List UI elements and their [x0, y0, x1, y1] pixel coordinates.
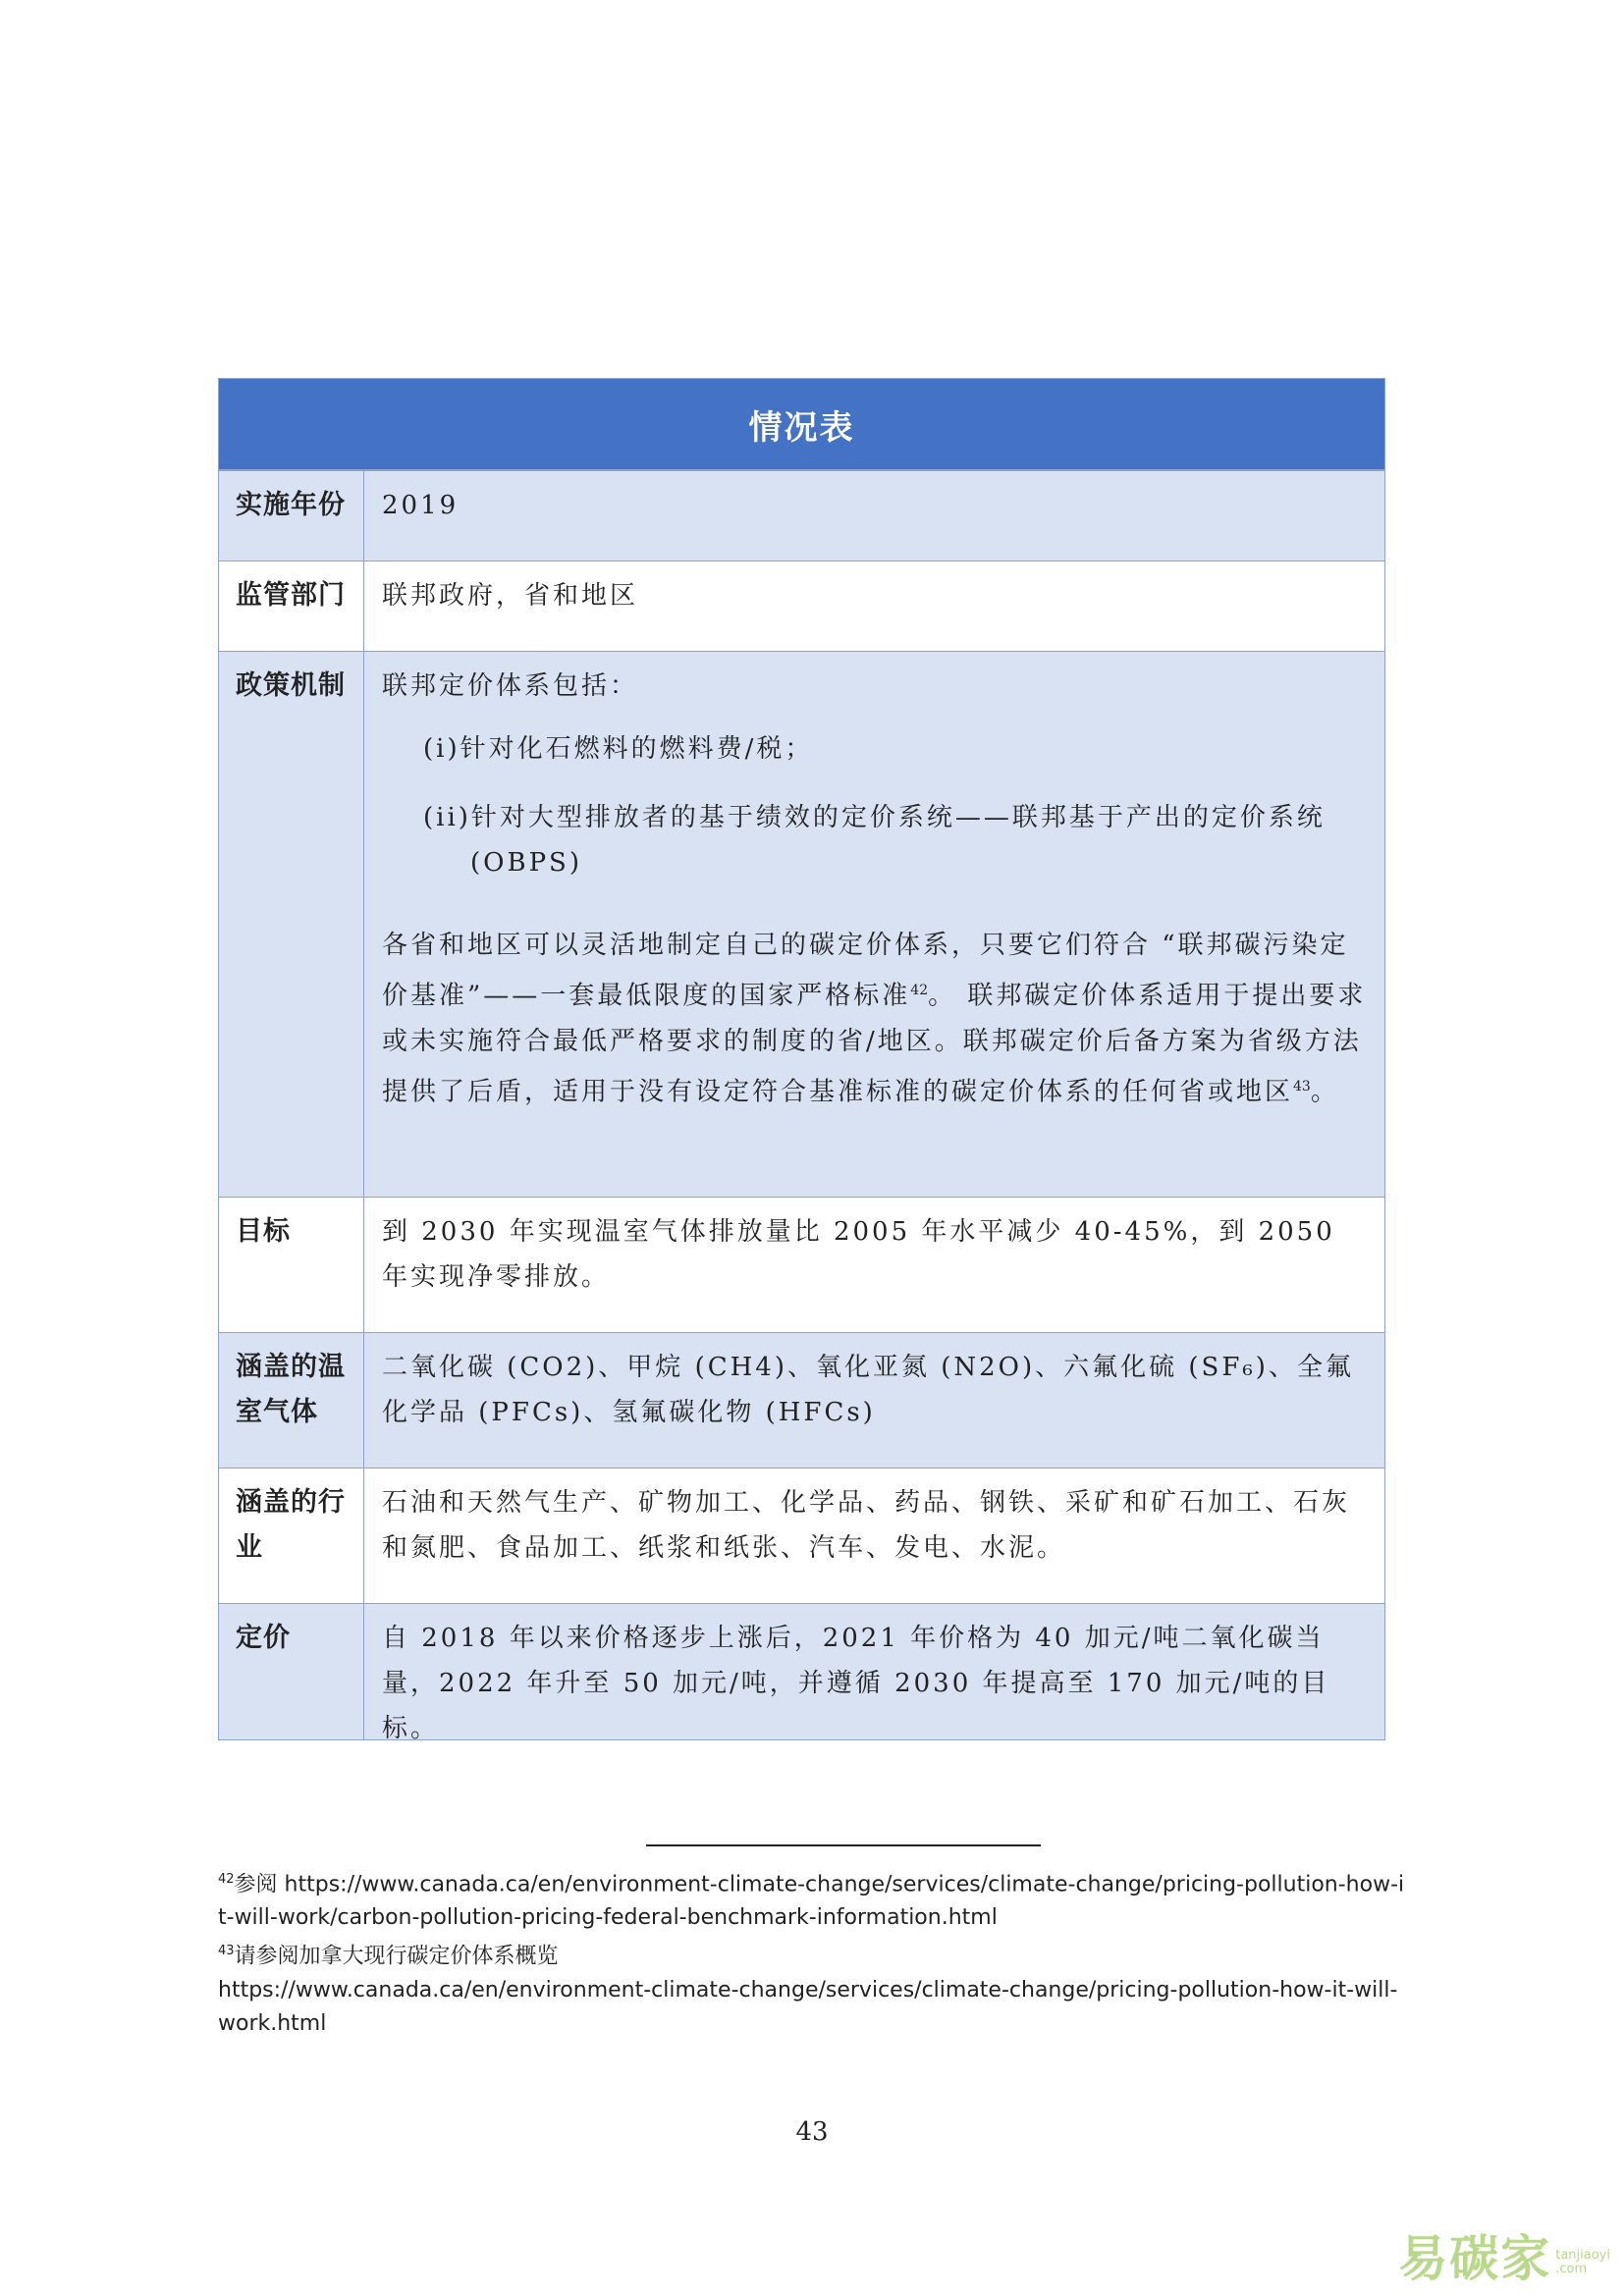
- mechanism-item-2-text: (ii)针对大型排放者的基于绩效的定价系统——联邦基于产出的定价系统: [423, 803, 1326, 832]
- mechanism-paragraph: [382, 923, 1371, 1114]
- info-table: [218, 378, 1385, 1743]
- mechanism-item-2-cont: (OBPS): [470, 848, 583, 878]
- footnote-text: 请参阅加拿大现行碳定价体系概览: [234, 1944, 559, 1969]
- watermark-domain: [1555, 2249, 1610, 2276]
- row-label: 监管部门: [219, 561, 364, 651]
- table-title: 情况表: [219, 379, 1384, 470]
- row-label: 实施年份: [219, 471, 364, 561]
- footnote-ref-42[interactable]: 42: [910, 983, 929, 998]
- footnote-text[interactable]: 参阅 https://www.canada.ca/en/environment-climate-change/services/climate-change/pricing-pollution-how-it-will-work/carbon-pollution-pricing-federal-benchmark-information.html: [218, 1872, 1405, 1931]
- watermark-domain-name: tanjiaoyi: [1555, 2248, 1610, 2263]
- table-row: [219, 1603, 1384, 1743]
- paragraph-text-a: 各省和地区可以灵活地制定自己的碳定价体系，只要它们符合 “联邦碳污染定价基准”——一套最低限度的国家严格标准: [382, 931, 1349, 1011]
- table-row: [219, 1332, 1384, 1468]
- row-value: 2019: [382, 491, 460, 520]
- footnote-url[interactable]: https://www.canada.ca/en/environment-climate-change/services/climate-change/pricing-pollution-how-it-will-work.html: [218, 1977, 1398, 2036]
- row-label: 涵盖的行业: [219, 1468, 364, 1603]
- row-label: 目标: [219, 1198, 364, 1332]
- footnote-ref-43[interactable]: 43: [1293, 1078, 1311, 1095]
- footnotes: [218, 1863, 1406, 2041]
- watermark-logo: [1398, 2219, 1610, 2290]
- footnote-43: [218, 1935, 1406, 1973]
- row-value: 二氧化碳 (CO2)、甲烷 (CH4)、氧化亚氮 (N2O)、六氟化硫 (SF₆)、全氟化学品 (PFCs)、氢氟碳化物 (HFCs): [382, 1353, 1354, 1427]
- footnote-divider: [646, 1844, 1041, 1846]
- row-value: 到 2030 年实现温室气体排放量比 2005 年水平减少 40-45%，到 2050 年实现净零排放。: [382, 1217, 1335, 1292]
- table-row: [219, 1197, 1384, 1332]
- table-row: [219, 561, 1384, 651]
- row-label: 政策机制: [219, 652, 364, 1197]
- mechanism-item-1: (i)针对化石燃料的燃料费/税；: [423, 734, 814, 764]
- mechanism-intro: 联邦定价体系包括：: [382, 671, 639, 701]
- footnote-42: [218, 1863, 1406, 1935]
- row-value: 石油和天然气生产、矿物加工、化学品、药品、钢铁、采矿和矿石加工、石灰和氮肥、食品加工、纸浆和纸张、汽车、发电、水泥。: [382, 1488, 1351, 1563]
- footnote-number: 42: [218, 1872, 235, 1887]
- watermark-text: 易碳家: [1398, 2230, 1552, 2287]
- row-value: 自 2018 年以来价格逐步上涨后，2021 年价格为 40 加元/吨二氧化碳当量，2022 年升至 50 加元/吨，并遵循 2030 年提高至 170 加元/吨的目标。: [382, 1624, 1330, 1743]
- row-label: 定价: [219, 1604, 364, 1739]
- watermark-domain-tld: .com: [1555, 2262, 1588, 2276]
- table-row: [219, 470, 1384, 561]
- paragraph-text-c: 。: [1310, 1077, 1339, 1107]
- page-number: 43: [795, 2117, 829, 2147]
- table-row: [219, 1468, 1384, 1603]
- row-value: 联邦政府，省和地区: [382, 581, 639, 611]
- paragraph-text-b: 。 联邦碳定价体系适用于提出要求或未实施符合最低严格要求的制度的省/地区。联邦碳定价后备方案为省级方法提供了后盾，适用于没有设定符合基准标准的碳定价体系的任何省或地区: [382, 981, 1367, 1107]
- mechanism-item-2: [423, 795, 1371, 885]
- footnote-43-link: [218, 1974, 1406, 2041]
- table-row: [219, 651, 1384, 1197]
- footnote-number: 43: [218, 1944, 235, 1959]
- row-label: 涵盖的温室气体: [219, 1333, 364, 1468]
- row-value: [364, 652, 1384, 1197]
